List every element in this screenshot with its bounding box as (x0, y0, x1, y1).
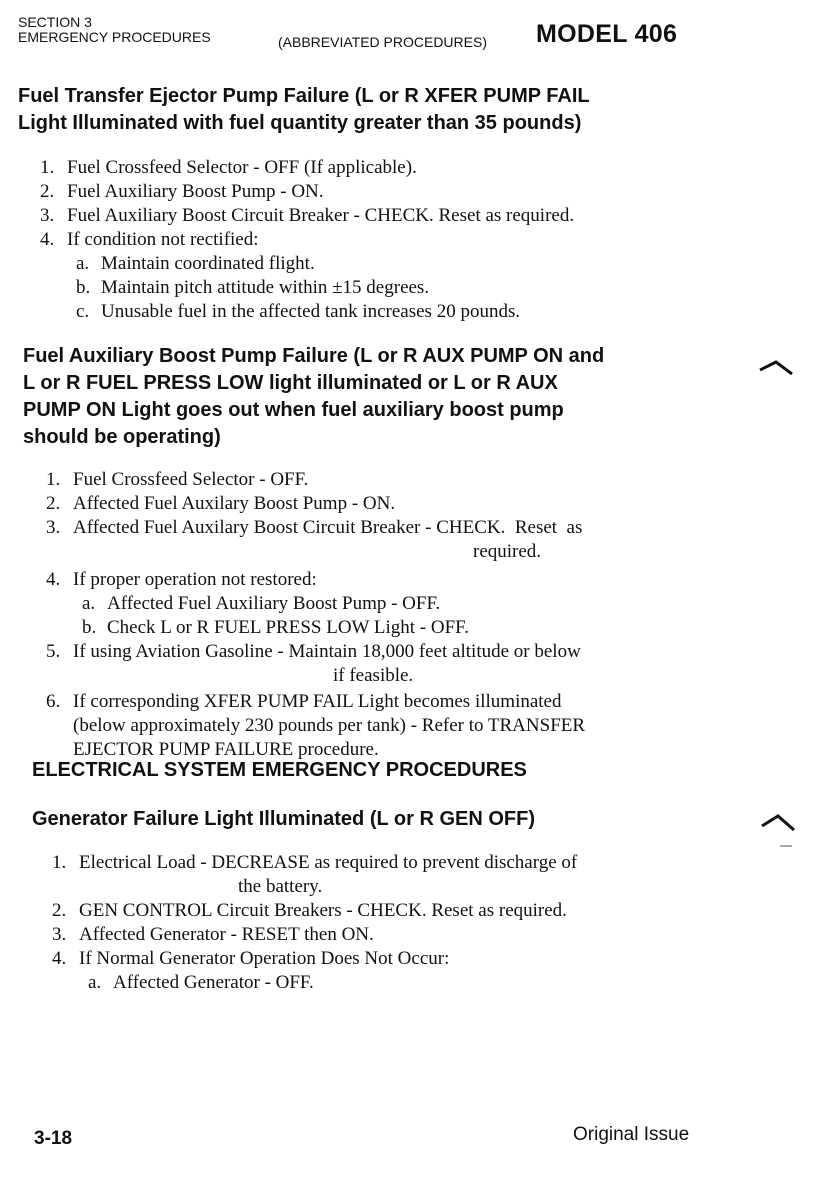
section-title: EMERGENCY PROCEDURES (18, 29, 211, 45)
step: 6. If corresponding XFER PUMP FAIL Light becomes illuminated (below approximately 230 pounds per tank) - Refer to TRANSFER EJECTOR PUMP FAILURE procedure. (46, 691, 586, 760)
step: 3. Affected Generator - RESET then ON. (52, 924, 374, 945)
step: 1. Electrical Load - DECREASE as required to prevent discharge of the battery. (52, 852, 578, 897)
step: 1. Fuel Crossfeed Selector - OFF (If applicable). (40, 157, 417, 178)
page-number: 3-18 (34, 1128, 73, 1149)
procedure-steps-generator (52, 851, 702, 995)
heading-line: PUMP ON Light goes out when fuel auxiliary boost pump (23, 399, 564, 421)
section-number: SECTION 3 (18, 14, 92, 30)
step: 2. GEN CONTROL Circuit Breakers - CHECK. Reset as required. (52, 900, 567, 921)
step: 1. Fuel Crossfeed Selector - OFF. (46, 469, 309, 490)
section-label (18, 15, 211, 45)
step: 2. Fuel Auxiliary Boost Pump - ON. (40, 181, 324, 202)
revision-mark (758, 358, 796, 378)
procedure-steps-aux-pump (46, 468, 696, 762)
heading-line: L or R FUEL PRESS LOW light illuminated or L or R AUX (23, 372, 558, 394)
step: 2. Affected Fuel Auxilary Boost Pump - ON. (46, 493, 396, 514)
procedure-steps-xfer-pump (40, 156, 680, 324)
heading-line: Fuel Transfer Ejector Pump Failure (L or R XFER PUMP FAIL (18, 85, 590, 107)
heading-line: Fuel Auxiliary Boost Pump Failure (L or R AUX PUMP ON and (23, 345, 605, 367)
step: 3. Affected Fuel Auxilary Boost Circuit Breaker - CHECK. Reset as required. (46, 517, 583, 562)
step: 4. If proper operation not restored: (46, 569, 317, 590)
issue-label: Original Issue (573, 1124, 690, 1145)
step: 4. If condition not rectified: (40, 229, 259, 250)
step: 3. Fuel Auxiliary Boost Circuit Breaker - CHECK. Reset as required. (40, 205, 575, 226)
generator-failure-heading: Generator Failure Light Illuminated (L or R GEN OFF) (32, 808, 535, 830)
heading-line: Light Illuminated with fuel quantity greater than 35 pounds) (18, 112, 582, 134)
subsection-label: (ABBREVIATED PROCEDURES) (278, 34, 487, 50)
substep: a. Maintain coordinated flight. (76, 253, 315, 274)
revision-mark (760, 810, 798, 850)
electrical-heading: ELECTRICAL SYSTEM EMERGENCY PROCEDURES (32, 759, 527, 781)
substep: a. Affected Generator - OFF. (88, 972, 314, 993)
procedure-heading-aux-pump (23, 343, 683, 451)
procedure-heading-xfer-pump (18, 83, 668, 137)
step: 4. If Normal Generator Operation Does Not Occur: (52, 948, 450, 969)
model-title: MODEL 406 (536, 20, 678, 48)
substep: a. Affected Fuel Auxiliary Boost Pump - OFF. (82, 593, 441, 614)
substep: c. Unusable fuel in the affected tank increases 20 pounds. (76, 301, 521, 322)
heading-line: should be operating) (23, 426, 221, 448)
substep: b. Maintain pitch attitude within ±15 degrees. (76, 277, 430, 298)
step: 5. If using Aviation Gasoline - Maintain 18,000 feet altitude or below if feasible. (46, 641, 581, 686)
substep: b. Check L or R FUEL PRESS LOW Light - OFF. (82, 617, 469, 638)
